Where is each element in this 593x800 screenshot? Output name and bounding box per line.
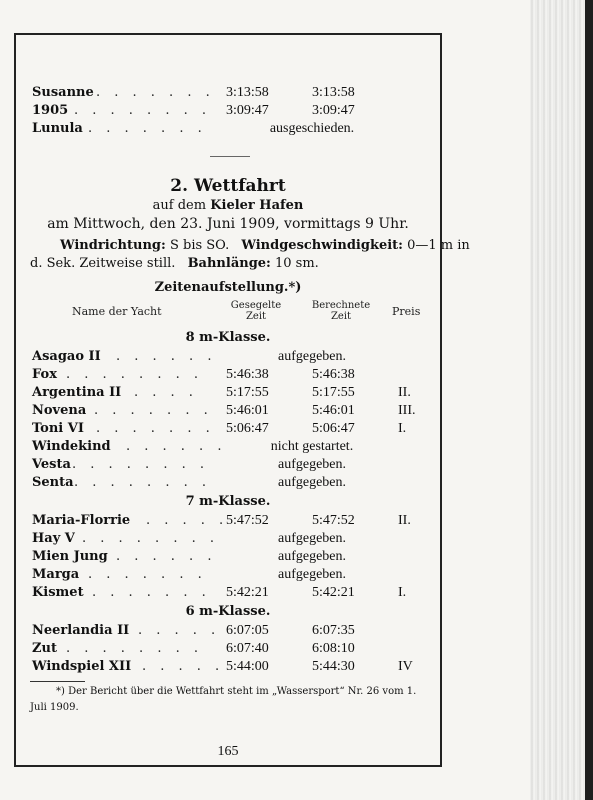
leader-dots: . . . . . . . . (66, 641, 203, 656)
section-separator (210, 156, 250, 157)
yacht-name: Windspiel XII (32, 659, 132, 674)
result-row (32, 622, 432, 640)
sailed-time: 3:09:47 (226, 103, 269, 118)
prize: I. (398, 421, 407, 436)
yacht-name: Susanne (32, 85, 94, 100)
yacht-name: Fox (32, 367, 57, 382)
column-header-calculated (306, 300, 376, 322)
status-text: aufgegeben. (277, 549, 347, 564)
result-row (32, 348, 432, 366)
leader-dots: . . . . . (146, 513, 229, 528)
result-row (32, 584, 432, 602)
column-header-prize: Preis (392, 305, 421, 318)
result-row (32, 120, 432, 138)
result-row (32, 548, 432, 566)
yacht-name: Vesta (32, 457, 71, 472)
yacht-name: Argentina II (32, 385, 122, 400)
prize: II. (398, 385, 411, 400)
race-title: 2. Wettfahrt (170, 176, 286, 196)
result-row (32, 530, 432, 548)
status-text: aufgegeben. (277, 349, 347, 364)
sailed-time: 5:46:01 (226, 403, 269, 418)
column-header-sailed (226, 300, 286, 322)
leader-dots: . . . . . . . . (74, 103, 211, 118)
wind-line (60, 238, 470, 253)
prize: II. (398, 513, 411, 528)
yacht-name: Windekind (32, 439, 111, 454)
calculated-time: 5:46:01 (312, 403, 355, 418)
calculated-time: 5:44:30 (312, 659, 355, 674)
result-row (32, 402, 432, 420)
result-row (32, 474, 432, 492)
sailed-time: 6:07:40 (226, 641, 269, 656)
sailed-time: 5:46:38 (226, 367, 269, 382)
leader-dots: . . . . . . (116, 549, 217, 564)
course-value: 10 sm. (275, 256, 319, 271)
status-text: nicht gestartet. (270, 439, 354, 454)
status-text: aufgegeben. (277, 475, 347, 490)
column-header-sailed-line1: Gesegelte (230, 300, 282, 311)
book-spine-shadow (585, 0, 593, 800)
page-number: 165 (217, 744, 239, 759)
leader-dots: . . . . . . . (96, 421, 215, 436)
result-row (32, 640, 432, 658)
yacht-name: Marga (32, 567, 80, 582)
race-date: am Mittwoch, den 23. Juni 1909, vormittags 9 Uhr. (47, 216, 409, 232)
sailed-time: 5:06:47 (226, 421, 269, 436)
calculated-time: 3:09:47 (312, 103, 355, 118)
windspeed-label: Windgeschwindigkeit: (241, 238, 403, 253)
leader-dots: . . . . . . . . (66, 367, 203, 382)
status-text: aufgegeben. (277, 457, 347, 472)
column-header-name: Name der Yacht (72, 305, 162, 318)
location-name: Kieler Hafen (210, 198, 304, 213)
prize: I. (398, 585, 407, 600)
yacht-name: Novena (32, 403, 87, 418)
sailed-time: 5:17:55 (226, 385, 269, 400)
leader-dots: . . . . . . (126, 439, 227, 454)
sailed-time: 5:47:52 (226, 513, 269, 528)
result-row (32, 438, 432, 456)
race-location (14, 198, 442, 213)
conditions-line (30, 256, 319, 271)
yacht-name: Hay V (32, 531, 75, 546)
status-text: aufgegeben. (277, 567, 347, 582)
result-row (32, 384, 432, 402)
calculated-time: 5:42:21 (312, 585, 355, 600)
wind-value: S bis SO. (169, 238, 230, 253)
calculated-time: 6:07:35 (312, 623, 355, 638)
result-row (32, 84, 432, 102)
yacht-name: Zut (32, 641, 57, 656)
footnote: *) Der Bericht über die Wettfahrt steht im „Wassersport“ Nr. 26 vom 1. Juli 1909. (30, 686, 417, 713)
leader-dots: . . . . . (142, 659, 225, 674)
column-header-sailed-line2: Zeit (245, 311, 267, 322)
leader-dots: . . . . . . . . (74, 475, 211, 490)
leader-dots: . . . . (134, 385, 198, 400)
result-row (32, 566, 432, 584)
status-text: aufgegeben. (277, 531, 347, 546)
result-row (32, 102, 432, 120)
yacht-name: 1905 (32, 103, 69, 118)
leader-dots: . . . . . . . (92, 585, 211, 600)
yacht-name: Kismet (32, 585, 84, 600)
yacht-name: Maria-Florrie (32, 513, 131, 528)
yacht-name: Senta (32, 475, 74, 490)
column-header-calculated-line2: Zeit (330, 311, 352, 322)
leader-dots: . . . . . (138, 623, 221, 638)
calculated-time: 5:46:38 (312, 367, 355, 382)
sailed-time: 5:42:21 (226, 585, 269, 600)
class-heading: 7 m-Klasse. (185, 494, 271, 509)
class-heading: 6 m-Klasse. (185, 604, 271, 619)
leader-dots: . . . . . . . (88, 567, 207, 582)
course-label: Bahnlänge: (187, 256, 271, 271)
yacht-name: Neerlandia II (32, 623, 130, 638)
page-edges (530, 0, 593, 800)
result-row (32, 366, 432, 384)
leader-dots: . . . . . . . (96, 85, 215, 100)
leader-dots: . . . . . . (116, 349, 217, 364)
yacht-name: Toni VI (32, 421, 84, 436)
column-header-calculated-line1: Berechnete (311, 300, 371, 311)
result-row (32, 658, 432, 676)
prize: IV (398, 659, 413, 674)
result-row (32, 512, 432, 530)
calculated-time: 3:13:58 (312, 85, 355, 100)
yacht-name: Mien Jung (32, 549, 108, 564)
leader-dots: . . . . . . . (88, 121, 207, 136)
leader-dots: . . . . . . . . (72, 457, 209, 472)
leader-dots: . . . . . . . (94, 403, 213, 418)
sailed-time: 6:07:05 (226, 623, 269, 638)
footnote-rule (30, 681, 85, 682)
windspeed-value: 0—1 m in (407, 238, 470, 253)
leader-dots: . . . . . . . . (82, 531, 219, 546)
windspeed-continuation: d. Sek. Zeitweise still. (30, 256, 176, 271)
yacht-name: Asagao II (32, 349, 101, 364)
table-title: Zeitenaufstellung.*) (154, 280, 302, 295)
wind-label: Windrichtung: (60, 238, 166, 253)
status-text: ausgeschieden. (269, 121, 355, 136)
sailed-time: 3:13:58 (226, 85, 269, 100)
result-row (32, 456, 432, 474)
result-row (32, 420, 432, 438)
calculated-time: 5:47:52 (312, 513, 355, 528)
calculated-time: 5:06:47 (312, 421, 355, 436)
yacht-name: Lunula (32, 121, 83, 136)
prize: III. (398, 403, 416, 418)
location-prefix: auf dem (152, 198, 207, 213)
calculated-time: 5:17:55 (312, 385, 355, 400)
class-heading: 8 m-Klasse. (185, 330, 271, 345)
sailed-time: 5:44:00 (226, 659, 269, 674)
calculated-time: 6:08:10 (312, 641, 355, 656)
